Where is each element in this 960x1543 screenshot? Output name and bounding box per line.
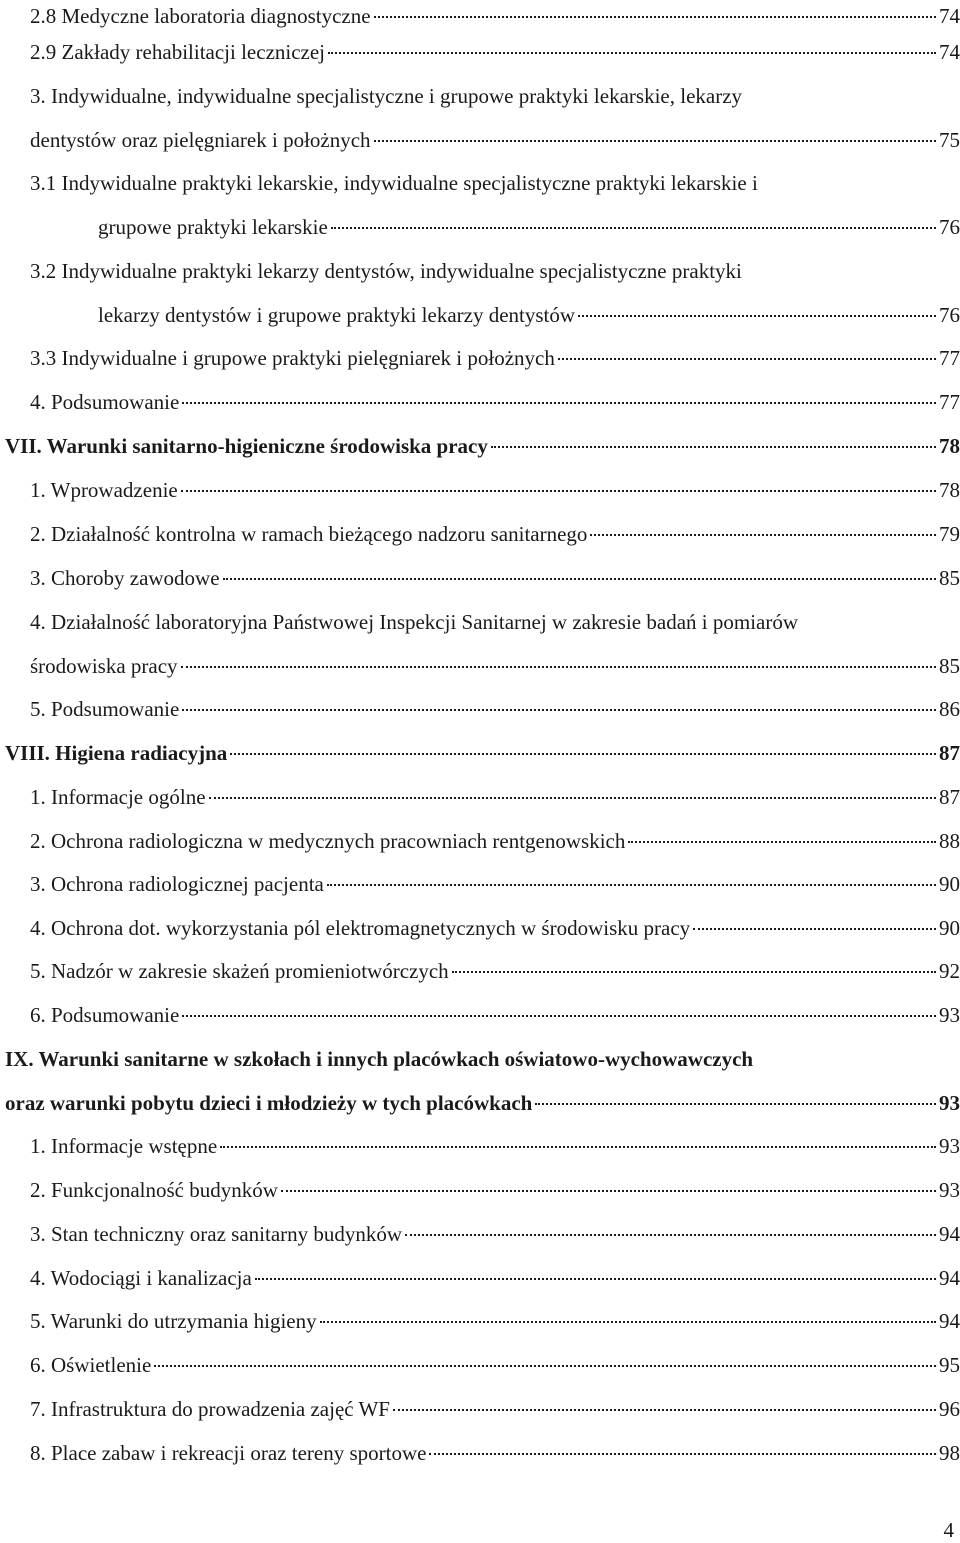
toc-entry-first-line: 3.2 Indywidualne praktyki lekarzy dentystów, indywidualne specjalistyczne praktyki — [30, 259, 742, 283]
toc-entry-page: 78 — [939, 434, 960, 458]
toc-entry-title: 5. Podsumowanie — [30, 697, 180, 721]
toc-entry-page: 90 — [939, 872, 960, 896]
toc-entry[interactable] — [30, 562, 960, 594]
dot-leader — [182, 401, 936, 404]
toc-entry-title: 2.9 Zakłady rehabilitacji leczniczej — [30, 40, 326, 64]
dot-leader — [693, 927, 936, 930]
toc-entry-title: 8. Place zabaw i rekreacji oraz tereny sportowe — [30, 1441, 427, 1465]
dot-leader — [535, 1102, 936, 1105]
dot-leader — [405, 1233, 936, 1236]
toc-entry-title: dentystów oraz pielęgniarek i położnych — [30, 128, 371, 152]
toc-entry-page: 98 — [939, 1441, 960, 1465]
toc-entry[interactable] — [5, 1087, 960, 1119]
toc-entry-title: 7. Infrastruktura do prowadzenia zajęć WF — [30, 1397, 390, 1421]
toc-entry-first-line: IX. Warunki sanitarne w szkołach i innych placówkach oświatowo-wychowawczych — [5, 1047, 754, 1071]
toc-entry[interactable] — [30, 1218, 960, 1250]
toc-entry-page: 93 — [939, 1134, 960, 1158]
toc-entry-title: 6. Podsumowanie — [30, 1003, 180, 1027]
toc-entry[interactable] — [30, 1262, 960, 1294]
toc-entry[interactable] — [30, 474, 960, 506]
dot-leader — [255, 1277, 936, 1280]
toc-entry[interactable] — [30, 1349, 960, 1381]
toc-entry[interactable] — [30, 124, 960, 156]
toc-entry-title: 4. Wodociągi i kanalizacja — [30, 1266, 252, 1290]
toc-entry-title: 1. Informacje wstępne — [30, 1134, 218, 1158]
dot-leader — [429, 1452, 936, 1455]
toc-entry-page: 93 — [939, 1003, 960, 1027]
toc-entry-title: 3. Choroby zawodowe — [30, 566, 220, 590]
toc-entry[interactable] — [30, 1174, 960, 1206]
toc-entry-page: 85 — [939, 566, 960, 590]
toc-entry-title: 3. Stan techniczny oraz sanitarny budynków — [30, 1222, 403, 1246]
toc-entry[interactable] — [30, 1130, 960, 1162]
dot-leader — [452, 970, 936, 973]
dot-leader — [491, 445, 936, 448]
dot-leader — [328, 51, 936, 54]
page-number: 4 — [943, 1518, 954, 1542]
dot-leader — [578, 314, 936, 317]
toc-entry[interactable] — [30, 781, 960, 813]
toc-entry[interactable] — [30, 1305, 960, 1337]
toc-entry-page: 77 — [939, 390, 960, 414]
dot-leader — [182, 708, 936, 711]
toc-entry-page: 79 — [939, 522, 960, 546]
dot-leader — [320, 1320, 936, 1323]
toc-entry[interactable] — [5, 737, 960, 769]
dot-leader — [590, 533, 936, 536]
toc-entry-title: 1. Wprowadzenie — [30, 478, 178, 502]
toc-entry[interactable] — [30, 518, 960, 550]
toc-entry-page: 95 — [939, 1353, 960, 1377]
toc-entry-page: 93 — [939, 1091, 960, 1115]
toc-entry-page: 94 — [939, 1309, 960, 1333]
toc-entry-page: 94 — [939, 1222, 960, 1246]
toc-entry[interactable] — [30, 955, 960, 987]
dot-leader — [220, 1145, 936, 1148]
toc-entry-page: 88 — [939, 829, 960, 853]
dot-leader — [154, 1364, 936, 1367]
toc-entry[interactable] — [30, 0, 960, 32]
toc-entry[interactable] — [30, 868, 960, 900]
toc-entry[interactable] — [98, 211, 960, 243]
toc-entry-page: 90 — [939, 916, 960, 940]
toc-entry-page: 87 — [939, 785, 960, 809]
toc-entry-title: oraz warunki pobytu dzieci i młodzieży w tych placówkach — [5, 1091, 533, 1115]
dot-leader — [230, 752, 936, 755]
toc-entry-page: 77 — [939, 346, 960, 370]
toc-entry-page: 76 — [939, 215, 960, 239]
dot-leader — [331, 226, 936, 229]
dot-leader — [393, 1408, 936, 1411]
toc-entry[interactable] — [30, 999, 960, 1031]
dot-leader — [558, 357, 936, 360]
toc-entry-page: 86 — [939, 697, 960, 721]
toc-entry-page: 76 — [939, 303, 960, 327]
toc-entry-title: 2.8 Medyczne laboratoria diagnostyczne — [30, 4, 371, 28]
toc-entry-title: 3.3 Indywidualne i grupowe praktyki pielęgniarek i położnych — [30, 346, 555, 370]
dot-leader — [281, 1189, 936, 1192]
dot-leader — [181, 489, 936, 492]
toc-entry-title: 4. Podsumowanie — [30, 390, 180, 414]
toc-entry[interactable] — [5, 430, 960, 462]
toc-entry-title: 5. Warunki do utrzymania higieny — [30, 1309, 317, 1333]
toc-entry-page: 74 — [939, 4, 960, 28]
dot-leader — [374, 139, 936, 142]
toc-entry-page: 93 — [939, 1178, 960, 1202]
dot-leader — [181, 665, 936, 668]
toc-entry-title: VII. Warunki sanitarno-higieniczne środowiska pracy — [5, 434, 488, 458]
toc-entry-title: 2. Ochrona radiologiczna w medycznych pracowniach rentgenowskich — [30, 829, 626, 853]
toc-entry-title: 6. Oświetlenie — [30, 1353, 152, 1377]
toc-entry-title: VIII. Higiena radiacyjna — [5, 741, 228, 765]
toc-entry-title: lekarzy dentystów i grupowe praktyki lekarzy dentystów — [98, 303, 576, 327]
toc-entry-page: 78 — [939, 478, 960, 502]
toc-entry-title: 4. Ochrona dot. wykorzystania pól elektromagnetycznych w środowisku pracy — [30, 916, 691, 940]
toc-entry[interactable] — [30, 386, 960, 418]
dot-leader — [182, 1014, 936, 1017]
toc-entry-page: 92 — [939, 959, 960, 983]
toc-entry-title: grupowe praktyki lekarskie — [98, 215, 328, 239]
toc-entry[interactable] — [30, 1437, 960, 1469]
toc-entry[interactable] — [30, 825, 960, 857]
toc-entry-first-line: 4. Działalność laboratoryjna Państwowej Inspekcji Sanitarnej w zakresie badań i pomiarów — [30, 610, 799, 634]
toc-entry-title: 2. Funkcjonalność budynków — [30, 1178, 278, 1202]
toc-entry-page: 85 — [939, 654, 960, 678]
toc-entry-page: 75 — [939, 128, 960, 152]
toc-entry[interactable] — [30, 1393, 960, 1425]
dot-leader — [209, 796, 936, 799]
toc-entry-title: 5. Nadzór w zakresie skażeń promieniotwórczych — [30, 959, 449, 983]
dot-leader — [628, 840, 936, 843]
toc-entry[interactable] — [30, 650, 960, 682]
toc-entry-page: 94 — [939, 1266, 960, 1290]
toc-entry-title: 2. Działalność kontrolna w ramach bieżącego nadzoru sanitarnego — [30, 522, 588, 546]
toc-entry[interactable] — [30, 36, 960, 68]
toc-entry[interactable] — [98, 299, 960, 331]
toc-entry-page: 74 — [939, 40, 960, 64]
dot-leader — [327, 883, 936, 886]
toc-entry-page: 87 — [939, 741, 960, 765]
toc-entry-first-line: 3.1 Indywidualne praktyki lekarskie, indywidualne specjalistyczne praktyki lekarskie i — [30, 171, 758, 195]
toc-entry-page: 96 — [939, 1397, 960, 1421]
toc-entry[interactable] — [30, 693, 960, 725]
toc-entry[interactable] — [30, 912, 960, 944]
dot-leader — [374, 15, 936, 18]
toc-entry-title: 1. Informacje ogólne — [30, 785, 206, 809]
dot-leader — [223, 577, 936, 580]
toc-entry-first-line: 3. Indywidualne, indywidualne specjalistyczne i grupowe praktyki lekarskie, lekarzy — [30, 84, 743, 108]
toc-entry-title: 3. Ochrona radiologicznej pacjenta — [30, 872, 324, 896]
toc-entry-title: środowiska pracy — [30, 654, 178, 678]
toc-entry[interactable] — [30, 342, 960, 374]
